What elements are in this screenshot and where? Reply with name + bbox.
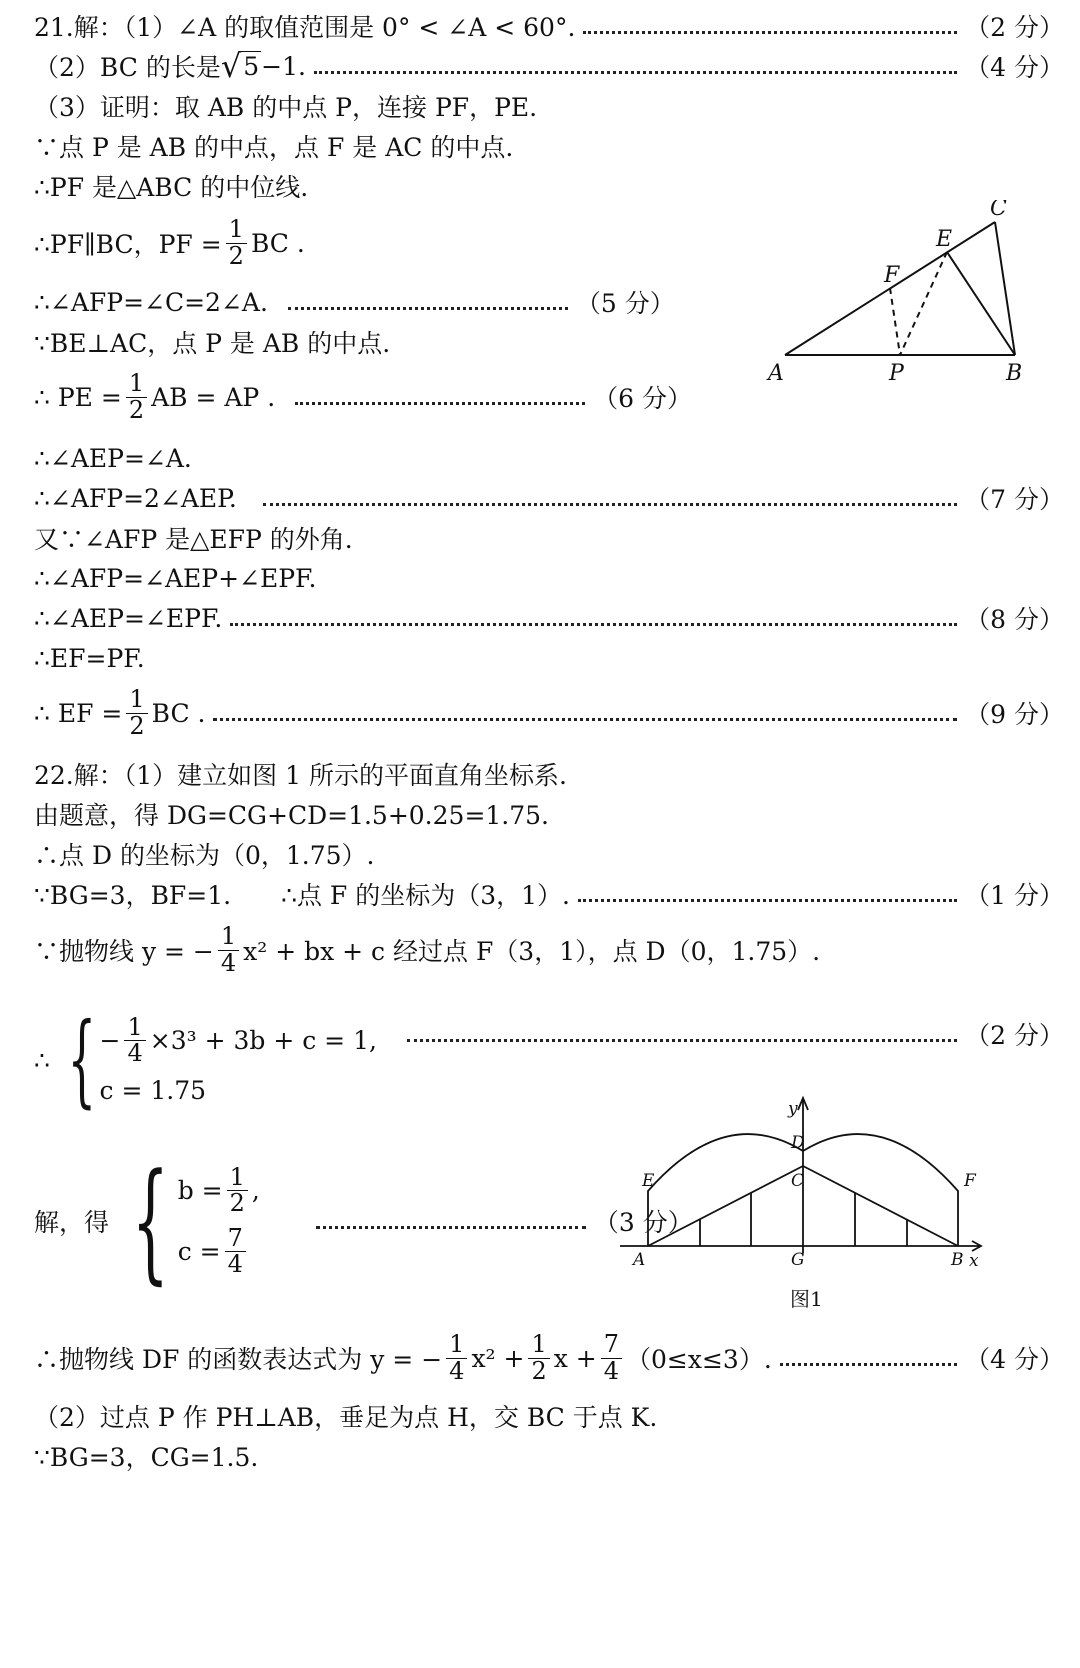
- label-f: F: [964, 1171, 976, 1191]
- label-d: D: [791, 1133, 805, 1153]
- label-p: P: [889, 361, 904, 386]
- segment-pf: [890, 288, 900, 355]
- label-y: y: [788, 1099, 798, 1119]
- label-b: B: [1006, 361, 1023, 386]
- segment-be: [947, 252, 1015, 355]
- q21-line-11: ∴∠AFP=2∠AEP. （7 分）: [34, 483, 1064, 514]
- label-c: C: [791, 1171, 805, 1191]
- q21-line-10: ∴∠AEP=∠A.: [34, 443, 192, 473]
- q21-line-16: ∴ EF = $\frac{1}{2}$ BC . （9 分）: [34, 685, 1064, 740]
- label-c: C: [990, 200, 1007, 221]
- q21-line-8: ∵BE⊥AC，点 P 是 AB 的中点.: [34, 329, 391, 358]
- q21-line-9: ∴ PE = $\frac{1}{2}$ AB = AP . （6 分）: [34, 369, 693, 424]
- q21-line-6: ∴PF∥BC，PF = $\frac{1}{2}$ BC .: [34, 215, 305, 270]
- q22-system-1: ∴ { − $\frac{1}{4}$ ×3³ + 3b + c = 1, c = 1.75 （2 分）: [34, 1001, 1064, 1118]
- sqrt-sign: √: [220, 47, 242, 85]
- q22-system-2: 解，得 { b = $\frac{1}{2}$ , c = $\frac{7}{4}$ （3 分）: [34, 1145, 693, 1297]
- q22-line-8: ∵BG=3，CG=1.5.: [34, 1443, 259, 1472]
- triangle-figure: [760, 200, 1060, 410]
- fraction: $\frac{1}{2}$: [226, 217, 247, 268]
- q21-line-4: ∵点 P 是 AB 的中点，点 F 是 AC 的中点.: [34, 133, 514, 162]
- q21-line-13: ∴∠AFP=∠AEP+∠EPF.: [34, 563, 317, 593]
- leader-dots: [583, 31, 957, 34]
- q22-line-7: （2）过点 P 作 PH⊥AB，垂足为点 H，交 BC 于点 K.: [34, 1403, 658, 1432]
- q21-line-3: （3）证明：取 AB 的中点 P，连接 PF，PE.: [34, 93, 538, 122]
- figure-1: [615, 1088, 1055, 1320]
- q22-line-6: ∴抛物线 DF 的函数表达式为 y = − $\frac{1}{4}$ x² + $\frac{1}{2}$ x + $\frac{7}{4}$ （0≤x≤3）. （4 分）: [34, 1330, 1064, 1385]
- q22-line-5: ∵抛物线 y = − $\frac{1}{4}$ x² + bx + c 经过点 F（3，1），点 D（0，1.75）.: [34, 922, 821, 977]
- q22-line-1: 22.解：（1）建立如图 1 所示的平面直角坐标系.: [34, 761, 567, 790]
- q21-line-5: ∴PF 是△ABC 的中位线.: [34, 173, 309, 202]
- figure-caption: 图1: [790, 1287, 823, 1311]
- side-bc: [995, 222, 1015, 355]
- label-e: E: [642, 1171, 655, 1191]
- q22-line-3: ∴点 D 的坐标为（0，1.75）.: [34, 841, 375, 870]
- score: （2 分）: [965, 13, 1064, 42]
- label-b: B: [951, 1250, 964, 1270]
- q21-line-1: 21.解：（1）∠A 的取值范围是 0° < ∠A < 60°. （2 分）: [34, 6, 1064, 46]
- roof-left: [648, 1166, 803, 1246]
- q21-line-12: 又∵∠AFP 是△EFP 的外角.: [34, 525, 353, 554]
- q21-line-15: ∴EF=PF.: [34, 643, 145, 673]
- q21-line-7: ∴∠AFP=∠C=2∠A. （5 分）: [34, 287, 675, 318]
- label-a: A: [768, 361, 784, 386]
- q21-line-2: （2）BC 的长是 √ 5 −1. （4 分）: [34, 47, 1064, 85]
- label-f: F: [884, 263, 900, 288]
- label-e: E: [936, 227, 953, 252]
- roof-right: [803, 1166, 958, 1246]
- label-g: G: [791, 1250, 805, 1270]
- q22-line-2: 由题意，得 DG=CG+CD=1.5+0.25=1.75.: [34, 801, 550, 830]
- left-brace: {: [67, 1001, 97, 1118]
- label-x: x: [969, 1251, 979, 1271]
- label-a: A: [633, 1250, 646, 1270]
- q22-line-4: ∵BG=3，BF=1. ∴点 F 的坐标为（3，1）. （1 分）: [34, 881, 1064, 910]
- q21-line-14: ∴∠AEP=∠EPF. （8 分）: [34, 603, 1064, 634]
